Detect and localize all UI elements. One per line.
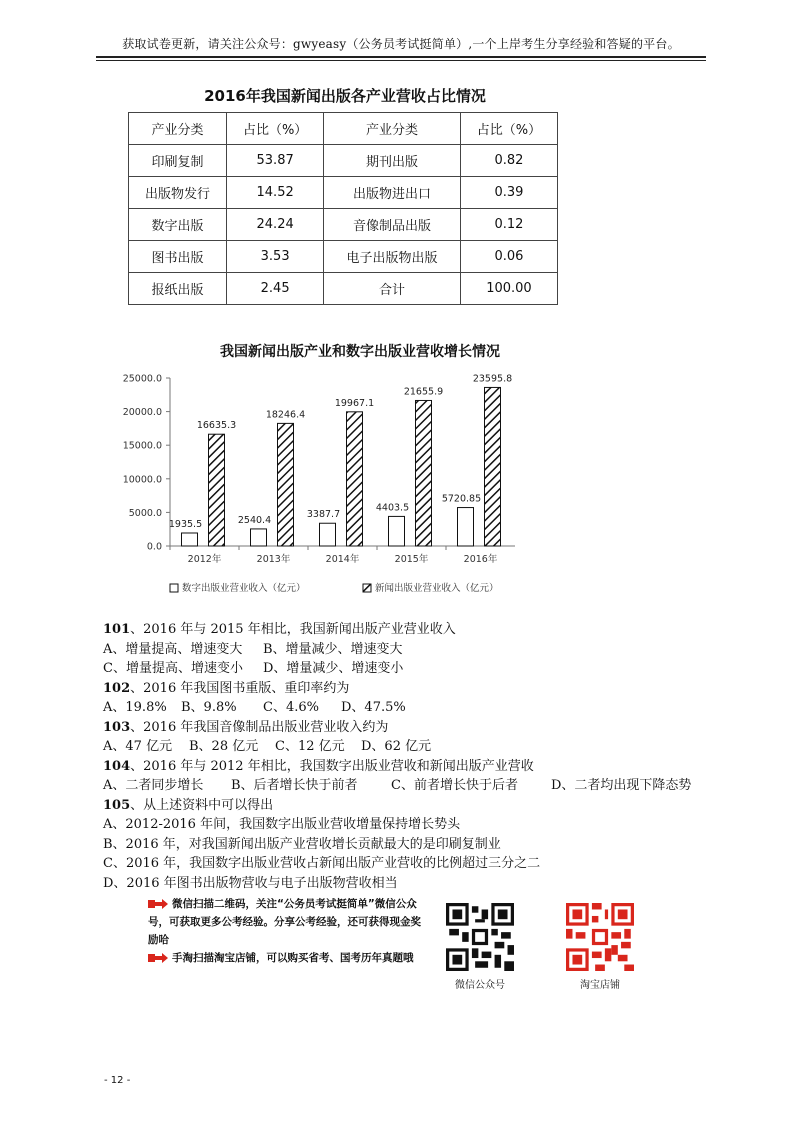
- red-arrow-icon: [148, 899, 168, 909]
- digital-revenue-bar: [182, 533, 198, 546]
- chart-title: 我国新闻出版产业和数字出版业营收增长情况: [220, 344, 500, 360]
- option: D、62 亿元: [361, 739, 432, 754]
- page-header-text: 获取试卷更新，请关注公众号：gwyeasy（公务员考试挺简单）,一个上岸考生分享经验和答疑的平台。: [122, 37, 680, 51]
- digital-revenue-bar: [251, 529, 267, 546]
- legend-label-digital: 数字出版业营业收入（亿元）: [182, 583, 306, 594]
- table-cell: 0.82: [460, 145, 557, 177]
- table-row: [129, 273, 558, 305]
- digital-revenue-bar: [389, 516, 405, 546]
- press-revenue-bar: [347, 412, 363, 546]
- option: C、2016 年，我国数字出版业营收占新闻出版产业营收的比例超过三分之二: [103, 856, 541, 871]
- question-stem: [103, 757, 723, 777]
- option: A、19.8%: [103, 700, 167, 715]
- press-revenue-bar: [209, 434, 225, 546]
- option-row: [103, 874, 723, 894]
- option: C、增量提高、增速变小: [103, 661, 243, 676]
- option: B、9.8%: [181, 700, 237, 715]
- question-block: [103, 620, 723, 679]
- option-row: [103, 854, 723, 874]
- press-revenue-label: 16635.3: [196, 420, 237, 432]
- legend-label-press: 新闻出版业营业收入（亿元）: [375, 583, 499, 594]
- header-rule-thin: [96, 60, 706, 61]
- table-cell: 53.87: [227, 145, 324, 177]
- table-cell: 报纸出版: [129, 273, 227, 305]
- digital-revenue-label: 3387.7: [306, 509, 341, 521]
- y-tick-label: 10000.0: [122, 474, 162, 486]
- question-number: 103: [103, 719, 131, 735]
- option: D、二者均出现下降态势: [551, 778, 692, 793]
- legend-swatch-press: [363, 584, 371, 592]
- question-block: [103, 757, 723, 796]
- option: B、增量减少、增速变大: [263, 641, 403, 657]
- digital-revenue-label: 1935.5: [168, 518, 203, 530]
- wechat-qr-code-icon[interactable]: [446, 903, 514, 971]
- header-rule: [96, 56, 706, 58]
- table-cell: 出版物进出口: [324, 177, 461, 209]
- table-row: [129, 145, 558, 177]
- option: B、28 亿元: [189, 739, 259, 754]
- x-tick-label: 2016年: [463, 554, 498, 565]
- table-header-cell: 产业分类: [129, 113, 227, 145]
- question-stem: [103, 718, 723, 738]
- legend-swatch-digital: [170, 584, 178, 592]
- question-list: [103, 620, 723, 893]
- promo-line-wechat: [148, 895, 423, 949]
- question-number: 105: [103, 797, 131, 813]
- question-block: [103, 718, 723, 757]
- table-cell: 24.24: [227, 209, 324, 241]
- wechat-qr-label: 微信公众号: [455, 980, 505, 991]
- digital-revenue-label: 5720.85: [441, 493, 482, 505]
- option: C、4.6%: [263, 700, 319, 715]
- promo-line-taobao: [148, 949, 423, 967]
- question-number: 104: [103, 758, 131, 774]
- table-cell: 100.00: [460, 273, 557, 305]
- digital-revenue-label: 2540.4: [237, 514, 272, 526]
- x-tick-label: 2013年: [256, 554, 291, 565]
- table-row: [129, 209, 558, 241]
- table-cell: 期刊出版: [324, 145, 461, 177]
- option: D、2016 年图书出版物营收与电子出版物营收相当: [103, 875, 398, 891]
- table-cell: 图书出版: [129, 241, 227, 273]
- digital-revenue-label: 4403.5: [375, 502, 410, 514]
- red-arrow-icon: [148, 953, 168, 963]
- table-title: 2016年我国新闻出版各产业营收占比情况: [204, 87, 486, 105]
- question-stem: [103, 679, 723, 699]
- option: B、后者增长快于前者: [231, 778, 358, 793]
- y-tick-label: 0.0: [146, 541, 162, 553]
- table-cell: 数字出版: [129, 209, 227, 241]
- option-row: [103, 737, 723, 757]
- x-tick-label: 2012年: [187, 554, 222, 565]
- table-cell: 0.06: [460, 241, 557, 273]
- option-row: [103, 659, 723, 679]
- table-cell: 印刷复制: [129, 145, 227, 177]
- page-number: - 12 -: [104, 1075, 131, 1086]
- press-revenue-bar: [278, 423, 294, 546]
- revenue-bar-chart: [105, 365, 525, 610]
- question-text: 、2016 年我国音像制品出版业营业收入约为: [130, 719, 389, 735]
- promo-wechat-text: 微信扫描二维码，关注“公务员考试挺简单”微信公众号，可获取更多公考经验。分享公考经验，还可获得现金奖励哈: [148, 898, 421, 946]
- y-tick-label: 20000.0: [122, 407, 162, 419]
- x-tick-label: 2015年: [394, 554, 429, 565]
- table-row: [129, 177, 558, 209]
- option: B、2016 年，对我国新闻出版产业营收增长贡献最大的是印刷复制业: [103, 836, 501, 852]
- option: C、12 亿元: [275, 739, 345, 754]
- taobao-qr-code-icon[interactable]: [566, 903, 634, 971]
- table-header-cell: 占比（%）: [227, 113, 324, 145]
- table-header-row: [129, 113, 558, 145]
- press-revenue-label: 18246.4: [265, 409, 306, 421]
- option: A、二者同步增长: [103, 778, 204, 793]
- press-revenue-label: 19967.1: [334, 397, 375, 409]
- table-cell: 3.53: [227, 241, 324, 273]
- x-tick-label: 2014年: [325, 554, 360, 565]
- question-number: 101: [103, 622, 131, 637]
- promo-text: [148, 895, 423, 967]
- table-row: [129, 241, 558, 273]
- question-text: 、2016 年与 2012 年相比，我国数字出版业营收和新闻出版产业营收: [130, 758, 534, 774]
- y-tick-label: 15000.0: [122, 440, 162, 452]
- press-revenue-label: 21655.9: [403, 386, 444, 398]
- table-cell: 音像制品出版: [324, 209, 461, 241]
- table-cell: 0.39: [460, 177, 557, 209]
- table-cell: 出版物发行: [129, 177, 227, 209]
- press-revenue-label: 23595.8: [472, 373, 513, 385]
- table-header-cell: 产业分类: [324, 113, 461, 145]
- press-revenue-bar: [485, 387, 501, 546]
- option: A、2012-2016 年间，我国数字出版业营收增量保持增长势头: [103, 817, 461, 832]
- option-row: [103, 835, 723, 855]
- question-text: 、从上述资料中可以得出: [130, 797, 274, 813]
- question-block: [103, 679, 723, 718]
- promo-taobao-text: 手淘扫描淘宝店铺，可以购买省考、国考历年真题哦: [172, 952, 414, 964]
- table-cell: 0.12: [460, 209, 557, 241]
- question-text: 、2016 年与 2015 年相比，我国新闻出版产业营业收入: [130, 622, 456, 637]
- promo-section: [148, 895, 638, 995]
- option: A、增量提高、增速变大: [103, 641, 243, 657]
- digital-revenue-bar: [320, 523, 336, 546]
- y-tick-label: 5000.0: [128, 507, 162, 519]
- taobao-qr-label: 淘宝店铺: [580, 980, 620, 991]
- option: A、47 亿元: [103, 739, 173, 754]
- option: D、增量减少、增速变小: [263, 661, 404, 676]
- digital-revenue-bar: [458, 508, 474, 546]
- question-block: [103, 796, 723, 894]
- share-table: [128, 112, 558, 305]
- question-stem: [103, 620, 723, 640]
- question-text: 、2016 年我国图书重版、重印率约为: [130, 680, 350, 696]
- press-revenue-bar: [416, 400, 432, 546]
- question-stem: [103, 796, 723, 816]
- option-row: [103, 815, 723, 835]
- table-cell: 2.45: [227, 273, 324, 305]
- option: D、47.5%: [341, 700, 406, 715]
- question-number: 102: [103, 680, 131, 696]
- table-cell: 电子出版物出版: [324, 241, 461, 273]
- table-cell: 合计: [324, 273, 461, 305]
- option-row: [103, 776, 723, 796]
- table-header-cell: 占比（%）: [460, 113, 557, 145]
- y-tick-label: 25000.0: [122, 373, 162, 385]
- option: C、前者增长快于后者: [391, 778, 518, 793]
- option-row: [103, 640, 723, 660]
- table-cell: 14.52: [227, 177, 324, 209]
- option-row: [103, 698, 723, 718]
